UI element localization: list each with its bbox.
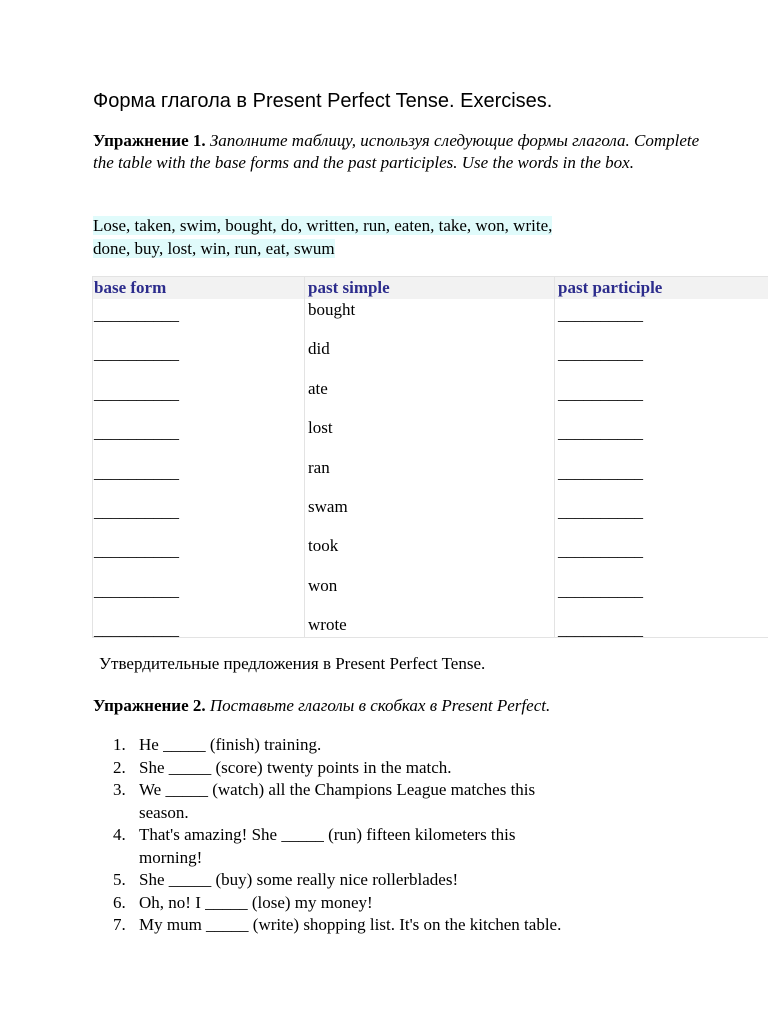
table-row <box>93 378 768 417</box>
table-row <box>93 575 768 614</box>
exercise-1-label: Упражнение 1. <box>93 131 206 150</box>
verb-table-header <box>93 277 768 299</box>
list-item <box>93 779 673 824</box>
page-title: Форма глагола в Present Perfect Tense. Exercises. <box>93 90 553 112</box>
word-box-line-2: done, buy, lost, win, run, eat, swum <box>93 239 335 258</box>
list-item <box>93 824 673 869</box>
base-form-blank[interactable]: __________ <box>94 620 179 640</box>
sentence-text: That's amazing! She _____ (run) fifteen kilometers this <box>139 825 516 844</box>
sentence-text: We _____ (watch) all the Champions League matches this <box>139 780 536 799</box>
past-participle-blank[interactable]: __________ <box>558 383 643 403</box>
base-form-blank[interactable]: __________ <box>94 305 179 324</box>
sentence-number: 3. <box>113 780 126 799</box>
base-form-blank[interactable]: __________ <box>94 502 179 521</box>
table-row <box>93 535 768 574</box>
sentence-number: 5. <box>113 870 126 889</box>
list-item <box>93 892 673 915</box>
past-simple-cell: bought <box>308 300 356 319</box>
sentence-text: She _____ (score) twenty points in the match. <box>139 757 452 777</box>
table-row <box>93 417 768 456</box>
past-participle-blank[interactable]: __________ <box>558 580 643 600</box>
base-form-blank[interactable]: __________ <box>94 383 179 403</box>
sentence-text: morning! <box>139 847 203 867</box>
header-base-form: base form <box>94 278 167 297</box>
sentence-text: She _____ (buy) some really nice rollerblades! <box>139 870 459 889</box>
past-simple-cell: lost <box>308 418 333 438</box>
verb-forms-table <box>92 276 768 638</box>
past-participle-blank[interactable]: __________ <box>558 541 643 561</box>
base-form-blank[interactable]: __________ <box>94 423 179 443</box>
sentence-text: Oh, no! I _____ (lose) my money! <box>139 892 373 912</box>
base-form-blank[interactable]: __________ <box>94 462 179 482</box>
exercise-1-instruction-text: Заполните таблицу, используя следующие формы глагола. Complete the table with the base forms and the past participles. Use the words in the box. <box>93 131 700 172</box>
table-row <box>93 614 768 653</box>
table-row <box>93 496 768 535</box>
past-simple-cell: ran <box>308 457 330 477</box>
past-participle-blank[interactable]: __________ <box>558 305 643 324</box>
base-form-blank[interactable]: __________ <box>94 580 179 600</box>
word-box-line-1: Lose, taken, swim, bought, do, written, run, eaten, take, won, write, <box>93 216 553 235</box>
list-item <box>93 757 673 780</box>
affirmative-heading: Утвердительные предложения в Present Perfect Tense. <box>99 654 486 673</box>
list-item <box>93 869 673 892</box>
past-participle-blank[interactable]: __________ <box>558 344 643 364</box>
word-box <box>93 214 653 260</box>
past-simple-cell: wrote <box>308 615 347 635</box>
exercise-1-instructions <box>93 130 713 174</box>
past-participle-blank[interactable]: __________ <box>558 462 643 482</box>
sentence-number: 4. <box>113 825 126 844</box>
exercise-2-instructions <box>93 695 550 717</box>
past-simple-cell: did <box>308 339 330 359</box>
sentence-number: 6. <box>113 892 126 912</box>
table-row <box>93 299 768 338</box>
past-simple-cell: won <box>308 575 338 595</box>
header-past-simple: past simple <box>308 278 390 297</box>
exercise-2-instruction-text: Поставьте глаголы в скобках в Present Perfect. <box>209 696 551 715</box>
exercise-2-label: Упражнение 2. <box>93 696 206 715</box>
base-form-blank[interactable]: __________ <box>94 344 179 364</box>
past-simple-cell: swam <box>308 497 348 516</box>
table-row <box>93 338 768 377</box>
past-simple-cell: took <box>308 536 339 556</box>
sentence-number: 2. <box>113 757 126 777</box>
past-participle-blank[interactable]: __________ <box>558 502 643 521</box>
past-simple-cell: ate <box>308 378 328 398</box>
sentence-text: He _____ (finish) training. <box>139 735 322 754</box>
past-participle-blank[interactable]: __________ <box>558 620 643 640</box>
sentence-number: 1. <box>113 735 126 754</box>
table-row <box>93 457 768 496</box>
list-item <box>93 734 673 757</box>
past-participle-blank[interactable]: __________ <box>558 423 643 443</box>
list-item <box>93 914 673 937</box>
sentence-text: My mum _____ (write) shopping list. It's on the kitchen table. <box>139 915 562 934</box>
header-past-participle: past participle <box>558 278 663 297</box>
exercise-2-sentence-list <box>93 734 673 937</box>
base-form-blank[interactable]: __________ <box>94 541 179 561</box>
sentence-number: 7. <box>113 915 126 934</box>
sentence-text: season. <box>139 802 189 822</box>
